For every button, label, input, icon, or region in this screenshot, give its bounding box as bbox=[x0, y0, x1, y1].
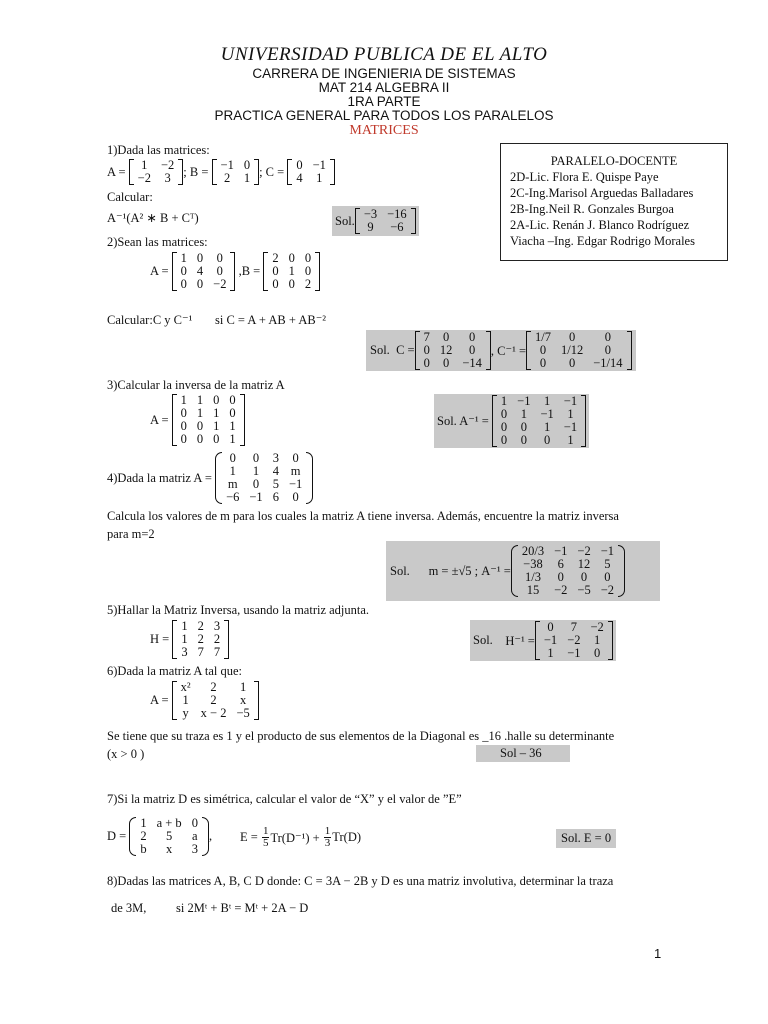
cell: −14 bbox=[462, 356, 482, 370]
cell: 0 bbox=[520, 433, 527, 447]
p2-sol-matrix-c bbox=[415, 331, 491, 370]
p2-matrix-a bbox=[172, 252, 236, 291]
cell: 0 bbox=[252, 477, 260, 491]
cell: 0 bbox=[196, 419, 204, 433]
cell: 2 bbox=[210, 693, 217, 707]
cell: 1 bbox=[252, 464, 260, 478]
cell: 0 bbox=[191, 816, 198, 830]
p1-a-label: A = bbox=[107, 164, 126, 179]
cell: 1 bbox=[181, 632, 188, 646]
practice-title: PRACTICA GENERAL PARA TODOS LOS PARALELOS bbox=[214, 108, 554, 123]
p6-condition: (x > 0 ) bbox=[107, 747, 145, 761]
cell: 2 bbox=[224, 171, 231, 185]
cell: 1 bbox=[140, 816, 147, 830]
p4-sol-inv-label: A⁻¹ = bbox=[481, 564, 511, 578]
p5-sol-inv-label: H⁻¹ = bbox=[505, 633, 535, 648]
cell: 0 bbox=[229, 406, 236, 420]
p5-sol-label: Sol. bbox=[473, 633, 493, 647]
p7-statement: 7)Si la matriz D es simétrica, calcular el valor de “X” y el valor de ”E” bbox=[107, 792, 462, 806]
cell: −2 bbox=[600, 583, 615, 597]
cell: 1 bbox=[239, 680, 247, 694]
p1-sol-matrix bbox=[355, 208, 416, 234]
cell: 1 bbox=[547, 646, 554, 660]
p4-matrix bbox=[107, 452, 313, 504]
p1-expr: A⁻¹(A² ∗ B + Cᵀ) bbox=[107, 211, 199, 225]
p2-sol-cinv-label: , C⁻¹ = bbox=[490, 343, 526, 358]
cell: 1 bbox=[544, 420, 551, 434]
cell: m bbox=[290, 464, 301, 478]
cell: 0 bbox=[568, 330, 576, 344]
cell: −38 bbox=[523, 557, 543, 571]
cell: 0 bbox=[442, 330, 450, 344]
cell: 0 bbox=[604, 330, 611, 344]
numerator: 1 bbox=[324, 825, 331, 837]
denominator: 5 bbox=[262, 837, 269, 849]
cell: 1 bbox=[229, 432, 236, 446]
p2-a-label: A = bbox=[150, 264, 169, 278]
p3-matrix-a bbox=[172, 394, 245, 446]
cell: 0 bbox=[229, 451, 236, 465]
cell: 0 bbox=[196, 251, 204, 265]
p6-solution: Sol – 36 bbox=[476, 745, 570, 762]
cell: −2 bbox=[577, 544, 591, 558]
p2-sol-label: Sol. bbox=[370, 343, 390, 357]
cell: 3 bbox=[213, 619, 221, 633]
cell: 0 bbox=[272, 277, 279, 291]
p1-c-label: ; C = bbox=[259, 164, 285, 179]
cell: 1 bbox=[594, 633, 601, 647]
cell: −1 bbox=[563, 394, 578, 408]
cell: 0 bbox=[288, 251, 295, 265]
p5-solution bbox=[470, 620, 616, 661]
cell: 0 bbox=[500, 420, 508, 434]
cell: m bbox=[227, 477, 238, 491]
cell: 0 bbox=[557, 570, 564, 584]
cell: a bbox=[192, 829, 198, 843]
p5-h-label: H = bbox=[150, 632, 170, 646]
p2-sol-c-label: C = bbox=[396, 343, 415, 357]
cell: −1/14 bbox=[593, 356, 623, 370]
cell: −1 bbox=[567, 646, 581, 660]
p1-statement: 1)Dada las matrices: bbox=[107, 143, 210, 157]
cell: 1 bbox=[544, 394, 551, 408]
cell: −5 bbox=[577, 583, 591, 597]
cell: 0 bbox=[292, 451, 299, 465]
cell: 7 bbox=[423, 330, 430, 344]
cell: −2 bbox=[554, 583, 568, 597]
cell: 2 bbox=[197, 632, 204, 646]
cell: 12 bbox=[577, 557, 591, 571]
cell: 2 bbox=[304, 277, 312, 291]
cell: 1/7 bbox=[535, 330, 551, 344]
p8-line2-a: de 3M, bbox=[111, 901, 147, 915]
cell: 0 bbox=[547, 620, 554, 634]
cell: −1 bbox=[600, 544, 615, 558]
p4-sol-label: Sol. bbox=[390, 563, 410, 578]
cell: b bbox=[140, 842, 147, 856]
cell: 1 bbox=[196, 393, 204, 407]
p3-solution bbox=[434, 394, 589, 448]
paralelo-item: 2A-Lic. Renán J. Blanco Rodríguez bbox=[510, 218, 690, 232]
career-title: CARRERA DE INGENIERIA DE SISTEMAS bbox=[252, 66, 516, 81]
cell: −1 bbox=[288, 477, 303, 491]
cell: −2 bbox=[160, 158, 175, 172]
cell: 1 bbox=[243, 171, 251, 185]
cell: 1 bbox=[229, 464, 236, 478]
cell: 0 bbox=[243, 158, 251, 172]
paralelo-item: 2C-Ing.Marisol Arguedas Balladares bbox=[510, 186, 694, 200]
cell: 0 bbox=[500, 407, 508, 421]
cell: 15 bbox=[526, 583, 540, 597]
p3-sol-label: Sol. A⁻¹ = bbox=[437, 414, 489, 428]
cell: 0 bbox=[594, 646, 601, 660]
cell: 2 bbox=[210, 680, 217, 694]
p4-sol-m: m = ±√5 ; bbox=[428, 563, 479, 578]
cell: x² bbox=[180, 680, 191, 694]
cell: 2 bbox=[272, 251, 279, 265]
cell: 0 bbox=[213, 393, 220, 407]
p6-text: Se tiene que su traza es 1 y el producto de sus elementos de la Diagonal es _16 .halle su determinante bbox=[107, 729, 615, 743]
p3-statement: 3)Calcular la inversa de la matriz A bbox=[107, 378, 285, 392]
cell: 1 bbox=[213, 419, 220, 433]
p7-e-start: E = bbox=[240, 830, 258, 844]
p4-text-2: para m=2 bbox=[107, 527, 155, 541]
course-title: MAT 214 ALGEBRA II bbox=[318, 80, 450, 95]
cell: −1 bbox=[540, 407, 554, 421]
cell: −1 bbox=[517, 394, 531, 408]
p3-matrix bbox=[150, 394, 245, 446]
cell: 1 bbox=[181, 619, 188, 633]
cell: 7 bbox=[213, 645, 221, 659]
paralelo-item: 2B-Ing.Neil R. Gonzales Burgoa bbox=[510, 202, 674, 216]
cell: 7 bbox=[197, 645, 204, 659]
p7-fraction-1 bbox=[262, 826, 270, 849]
cell: 0 bbox=[539, 343, 547, 357]
p7-solution: Sol. E = 0 bbox=[556, 829, 616, 848]
cell: 0 bbox=[604, 570, 611, 584]
cell: a + b bbox=[156, 816, 182, 830]
cell: 1 bbox=[180, 251, 187, 265]
p1-sol-label: Sol. bbox=[335, 213, 355, 228]
cell: 0 bbox=[468, 343, 476, 357]
cell: −2 bbox=[137, 171, 151, 185]
numerator: 1 bbox=[262, 825, 269, 837]
p5-statement: 5)Hallar la Matriz Inversa, usando la matriz adjunta. bbox=[107, 603, 370, 617]
p2-condition: si C = A + AB + AB⁻² bbox=[215, 313, 327, 327]
p1-matrix-b bbox=[212, 159, 260, 185]
cell: 0 bbox=[180, 264, 187, 278]
cell: 1 bbox=[520, 407, 527, 421]
cell: −2 bbox=[590, 620, 604, 634]
cell: y bbox=[182, 706, 189, 720]
paralelo-title: PARALELO-DOCENTE bbox=[550, 154, 678, 168]
cell: 0 bbox=[213, 432, 220, 446]
p2-statement: 2)Sean las matrices: bbox=[107, 235, 208, 249]
cell: 6 bbox=[557, 557, 564, 571]
p4-sol-matrix bbox=[511, 545, 625, 597]
page-number: 1 bbox=[654, 946, 662, 961]
cell: −2 bbox=[213, 277, 227, 291]
cell: 1 bbox=[229, 419, 236, 433]
university-title: UNIVERSIDAD PUBLICA DE EL ALTO bbox=[220, 44, 548, 65]
cell: 1 bbox=[567, 407, 574, 421]
cell: 0 bbox=[216, 251, 223, 265]
p7-d-label: D = bbox=[107, 829, 127, 843]
cell: 2 bbox=[140, 829, 147, 843]
cell: 1 bbox=[196, 406, 204, 420]
cell: 0 bbox=[442, 356, 450, 370]
cell: −5 bbox=[236, 706, 250, 720]
cell: 0 bbox=[180, 432, 187, 446]
cell: 0 bbox=[196, 277, 204, 291]
cell: 7 bbox=[570, 620, 577, 634]
cell: 1 bbox=[182, 693, 189, 707]
p8-line2-b: si 2Mᵗ + Bᵗ = Mᵗ + 2A − D bbox=[176, 901, 309, 915]
cell: x − 2 bbox=[200, 706, 227, 720]
cell: 6 bbox=[272, 490, 279, 504]
cell: −16 bbox=[387, 207, 407, 221]
p7-matrix: D = 1 a + b 0 2 5 a b x 3 , bbox=[107, 816, 213, 856]
p2-matrices bbox=[150, 252, 320, 291]
p7-e-end: Tr(D) bbox=[332, 830, 362, 844]
cell: 4 bbox=[272, 464, 279, 478]
cell: 1 bbox=[213, 406, 220, 420]
cell: 0 bbox=[296, 158, 303, 172]
p4-matrix-a bbox=[215, 452, 313, 504]
cell: 0 bbox=[180, 277, 187, 291]
paralelo-item: 2D-Lic. Flora E. Quispe Paye bbox=[510, 170, 659, 184]
cell: x bbox=[166, 842, 173, 856]
cell: 0 bbox=[196, 432, 204, 446]
p5-matrix bbox=[150, 620, 229, 659]
cell: 3 bbox=[164, 171, 171, 185]
cell: 1/3 bbox=[524, 570, 541, 584]
cell: 1 bbox=[180, 393, 187, 407]
p6-statement: 6)Dada la matriz A tal que: bbox=[107, 664, 243, 678]
paralelo-docente-box bbox=[500, 143, 728, 261]
cell: 5 bbox=[272, 477, 279, 491]
p7-fraction-2 bbox=[324, 826, 332, 849]
cell: 3 bbox=[191, 842, 198, 856]
cell: 3 bbox=[181, 645, 188, 659]
cell: −3 bbox=[363, 207, 378, 221]
cell: 3 bbox=[272, 451, 279, 465]
cell: −6 bbox=[390, 220, 404, 234]
cell: 0 bbox=[229, 393, 236, 407]
p3-a-label: A = bbox=[150, 412, 169, 427]
cell: 5 bbox=[166, 829, 173, 843]
cell: −2 bbox=[567, 633, 581, 647]
p7-e-mid: Tr(D⁻¹) + bbox=[270, 830, 320, 845]
p1-matrices bbox=[107, 159, 335, 185]
cell: 1 bbox=[141, 158, 148, 172]
paralelo-item: Viacha –Ing. Edgar Rodrigo Morales bbox=[510, 234, 695, 248]
cell: 0 bbox=[423, 356, 430, 370]
p2-sol-matrix-cinv bbox=[526, 331, 632, 370]
p6-matrix-a bbox=[172, 681, 259, 720]
p5-sol-matrix bbox=[535, 621, 613, 660]
p1-solution bbox=[332, 206, 419, 236]
topic-title: MATRICES bbox=[349, 123, 419, 138]
cell: 0 bbox=[539, 356, 547, 370]
cell: 9 bbox=[367, 220, 374, 234]
cell: 5 bbox=[604, 557, 611, 571]
p1-matrix-c bbox=[287, 159, 335, 185]
cell: 0 bbox=[252, 451, 260, 465]
p4-statement: 4)Dada la matriz A = bbox=[107, 470, 212, 485]
cell: 0 bbox=[468, 330, 476, 344]
denominator: 3 bbox=[324, 837, 331, 849]
cell: −1 bbox=[554, 544, 568, 558]
cell: 0 bbox=[180, 419, 187, 433]
cell: −1 bbox=[312, 158, 326, 172]
cell: 0 bbox=[500, 433, 508, 447]
cell: 0 bbox=[180, 406, 187, 420]
p2-matrix-b bbox=[263, 252, 320, 291]
cell: 0 bbox=[568, 356, 576, 370]
cell: 0 bbox=[544, 433, 551, 447]
cell: x bbox=[239, 693, 247, 707]
p1-b-label: ; B = bbox=[183, 164, 209, 179]
cell: −1 bbox=[249, 490, 263, 504]
cell: 1 bbox=[288, 264, 295, 278]
cell: 1/12 bbox=[560, 343, 584, 357]
cell: 0 bbox=[216, 264, 223, 278]
cell: 12 bbox=[439, 343, 453, 357]
cell: 1 bbox=[316, 171, 323, 185]
p3-sol-matrix bbox=[492, 395, 586, 447]
p2-solution bbox=[366, 330, 636, 371]
p6-matrix bbox=[150, 681, 259, 720]
cell: 0 bbox=[520, 420, 527, 434]
cell: −6 bbox=[226, 490, 240, 504]
cell: 0 bbox=[580, 570, 588, 584]
part-title: 1RA PARTE bbox=[347, 94, 421, 109]
cell: −1 bbox=[563, 420, 578, 434]
cell: 0 bbox=[423, 343, 430, 357]
p1-calc: Calcular: bbox=[107, 190, 153, 204]
cell: 0 bbox=[304, 251, 312, 265]
p4-text: Calcula los valores de m para los cuales la matriz A tiene inversa. Además, encuentre la matriz inversa bbox=[107, 509, 619, 523]
cell: 4 bbox=[196, 264, 204, 278]
p6-a-label: A = bbox=[150, 693, 169, 707]
p7-e-expression bbox=[240, 826, 361, 849]
cell: 0 bbox=[292, 490, 299, 504]
cell: 0 bbox=[272, 264, 279, 278]
cell: −1 bbox=[220, 158, 234, 172]
p2-calc: Calcular:C y C⁻¹ bbox=[107, 313, 193, 327]
cell: 0 bbox=[604, 343, 611, 357]
cell: 2 bbox=[197, 619, 204, 633]
cell: 0 bbox=[304, 264, 312, 278]
cell: 4 bbox=[296, 171, 303, 185]
cell: 2 bbox=[213, 632, 221, 646]
p5-matrix-h bbox=[172, 620, 229, 659]
cell: 1 bbox=[500, 394, 508, 408]
cell: 0 bbox=[288, 277, 295, 291]
cell: 1 bbox=[567, 433, 574, 447]
cell: 20/3 bbox=[521, 544, 545, 558]
p4-solution bbox=[386, 541, 660, 601]
p8-statement: 8)Dadas las matrices A, B, C D donde: C = 3A − 2B y D es una matriz involutiva, determinar la traza bbox=[107, 874, 614, 888]
p1-matrix-a bbox=[129, 159, 184, 185]
cell: −1 bbox=[543, 633, 558, 647]
p7-matrix-d bbox=[129, 817, 209, 856]
p2-b-label: ,B = bbox=[238, 264, 261, 278]
